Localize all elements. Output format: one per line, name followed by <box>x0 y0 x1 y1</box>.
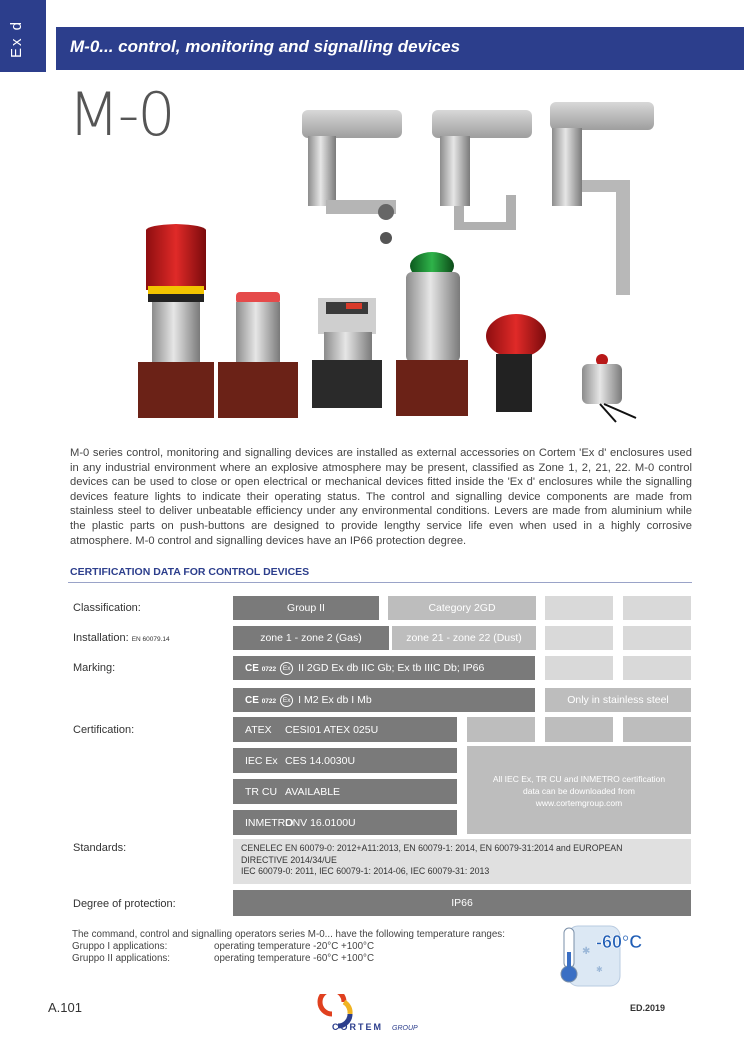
page-title: M-0... control, monitoring and signalling devices <box>70 37 461 56</box>
title-bar <box>56 27 744 70</box>
installation-gas: zone 1 - zone 2 (Gas) <box>233 626 389 650</box>
website-link[interactable]: www.cortemgroup.com <box>535 798 623 808</box>
product-series-title: M-0 <box>68 80 174 150</box>
empty-cell <box>623 656 691 680</box>
signal-light-green <box>396 252 468 416</box>
push-button-device <box>218 292 298 418</box>
empty-cell <box>623 717 691 742</box>
selector-device <box>312 298 382 408</box>
section-side-tab <box>0 0 46 72</box>
installation-label-text: Installation: <box>73 632 129 644</box>
empty-cell <box>623 626 691 650</box>
marking-mining <box>233 688 535 712</box>
signal-light-red <box>486 314 546 412</box>
cert-download-note: All IEC Ex, TR CU and INMETRO certification data can be downloaded from www.cortemgroup.com <box>467 746 691 834</box>
section-divider <box>68 582 692 583</box>
marking-line-1: II 2GD Ex db IIC Gb; Ex tb IIIC Db; IP66 <box>298 662 485 674</box>
installation-norm: EN 60079.14 <box>131 636 170 643</box>
marking-label: Marking: <box>73 662 116 674</box>
standards-box: CENELEC EN 60079-0: 2012+A11:2013, EN 60079-1: 2014, EN 60079-31:2014 and EUROPEAN DIRECTIVE 2014/34/UE IEC 60079-0: 2011, IEC 60079-1: 2014-06, IEC 60079-31: 2013 <box>233 839 691 884</box>
cert-row-atex: ATEX CESI01 ATEX 025U <box>233 717 457 742</box>
installation-dust: zone 21 - zone 22 (Dust) <box>392 626 536 650</box>
svg-text:✱: ✱ <box>596 965 603 974</box>
page-number: A.101 <box>48 1000 82 1015</box>
temperature-badge: -60°C <box>596 932 643 952</box>
classification-group: Group II <box>233 596 379 620</box>
emergency-stop-device <box>138 224 214 418</box>
svg-text:GROUP: GROUP <box>392 1025 418 1032</box>
ce-mark: CE 0722 <box>245 694 277 706</box>
edition-label: ED.2019 <box>630 1003 666 1013</box>
empty-cell <box>545 596 613 620</box>
empty-cell <box>467 717 535 742</box>
stainless-note: Only in stainless steel <box>545 688 691 712</box>
ex-hexagon-icon: Ex <box>280 694 293 707</box>
lever-device-3 <box>550 102 654 295</box>
classification-category: Category 2GD <box>388 596 536 620</box>
empty-cell <box>623 596 691 620</box>
cortem-logo <box>310 994 434 1036</box>
classification-label: Classification: <box>73 602 141 614</box>
certification-label: Certification: <box>73 724 135 736</box>
marking-line-2: I M2 Ex db I Mb <box>298 694 372 706</box>
cert-row-inmetro: INMETRO DNV 16.0100U <box>233 810 457 835</box>
lever-device-1 <box>302 110 402 244</box>
svg-text:CORTEM: CORTEM <box>332 1022 383 1032</box>
intro-paragraph: M-0 series control, monitoring and signalling devices are installed as external accessories on Cortem 'Ex d' enclosures used in any industrial environment where an explosive atmosphere may be present, classified as Zone 1, 2, 21, 22. M-0 control devices can be used to close or open electrical or mechanical devices fitted inside the 'Ex d' enclosures while the signalling devices feature lights to indicate their operating status. The control and signalling device components are made from stainless steel to deliver unbeatable efficiency under any environmental conditions. Levers are made from aluminium while the plastic parts on push-buttons are designed to provide lengthy service life even when used in a highly corrosive atmosphere. M-0 control and signalling devices have an IP66 protection degree. <box>70 447 692 547</box>
temperature-note: The command, control and signalling operators series M-0... have the following temperature ranges: Gruppo I applications: operating temperature -20°C +100°C Gruppo II applications: operating temperature -60°C +100°C <box>72 929 505 964</box>
ce-mark: CE 0722 <box>245 662 277 674</box>
protection-label: Degree of protection: <box>73 898 176 910</box>
empty-cell <box>545 717 613 742</box>
installation-label <box>73 632 170 644</box>
section-title: CERTIFICATION DATA FOR CONTROL DEVICES <box>70 566 310 578</box>
protection-value: IP66 <box>233 890 691 916</box>
low-temperature-icon <box>552 922 662 990</box>
ex-hexagon-icon: Ex <box>280 662 293 675</box>
pilot-light-small <box>582 354 636 422</box>
cert-row-iecex: IEC Ex CES 14.0030U <box>233 748 457 773</box>
empty-cell <box>545 656 613 680</box>
empty-cell <box>545 626 613 650</box>
cert-row-trcu: TR CU AVAILABLE <box>233 779 457 804</box>
side-tab-label: Ex d <box>8 19 25 58</box>
standards-label: Standards: <box>73 842 127 854</box>
lever-device-2 <box>432 110 532 230</box>
svg-text:✱: ✱ <box>582 946 591 957</box>
marking-gas-dust <box>233 656 535 680</box>
